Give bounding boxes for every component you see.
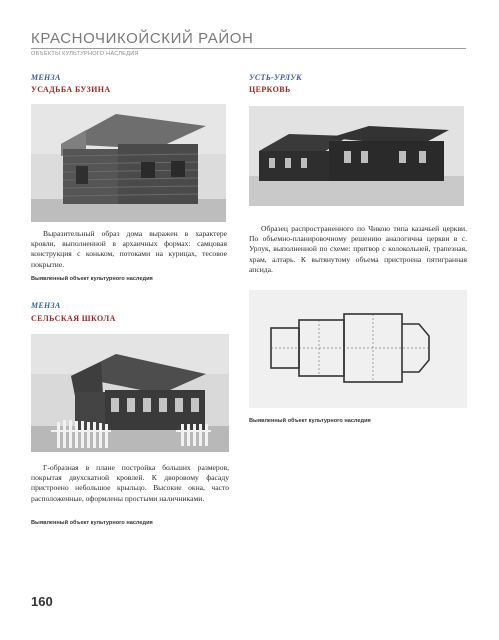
entry-2-description: Образец распространенного по Чикою типа казачьей церкви. По объемно-планировочному решению аналогична церкви в с. Урлук, выполненной по схеме: притвор с колокольней, трапезная, храм, алтарь. К вытянутому объема пристроена пятигранная апсида. xyxy=(249,224,467,274)
entry-2-object-name: ЦЕРКОВЬ xyxy=(249,85,291,94)
entry-1-status: Выявленный объект культурного наследия xyxy=(31,276,153,282)
entry-1-place: МЕНЗА xyxy=(31,73,61,82)
entry-3-place: МЕНЗА xyxy=(31,301,61,310)
entry-2-place: УСТЬ-УРЛУК xyxy=(249,73,302,82)
entry-3-description: Г-образная в плане постройка больших размеров, покрытая двухскатной кровлей. К дворовому фасаду пристроено небольшое крыльцо. Высокие окна, часто расположенные, оформлены простыми наличниками. xyxy=(31,463,229,503)
entry-2-status: Выявленный объект культурного наследия xyxy=(249,418,371,424)
estate-photo xyxy=(31,104,226,222)
header-divider xyxy=(31,48,466,49)
entry-1-description: Выразительный образ дома выражен в характере кровли, выполненной в архаичных формах: самцовая конструкция с коньком, потоками на курицах, тесовое покрытие. xyxy=(31,229,227,269)
church-photo xyxy=(249,106,464,206)
school-photo xyxy=(31,334,229,452)
entry-1-object-name: УСАДЬБА БУЗИНА xyxy=(31,85,111,94)
page-header-title: КРАСНОЧИКОЙСКИЙ РАЙОН xyxy=(31,30,254,47)
entry-3-object-name: СЕЛЬСКАЯ ШКОЛА xyxy=(31,314,116,323)
entry-3-status: Выявленный объект культурного наследия xyxy=(31,520,153,526)
church-floor-plan xyxy=(249,290,467,408)
page-number: 160 xyxy=(31,594,53,609)
page-header-subtitle: ОБЪЕКТЫ КУЛЬТУРНОГО НАСЛЕДИЯ xyxy=(31,51,139,57)
